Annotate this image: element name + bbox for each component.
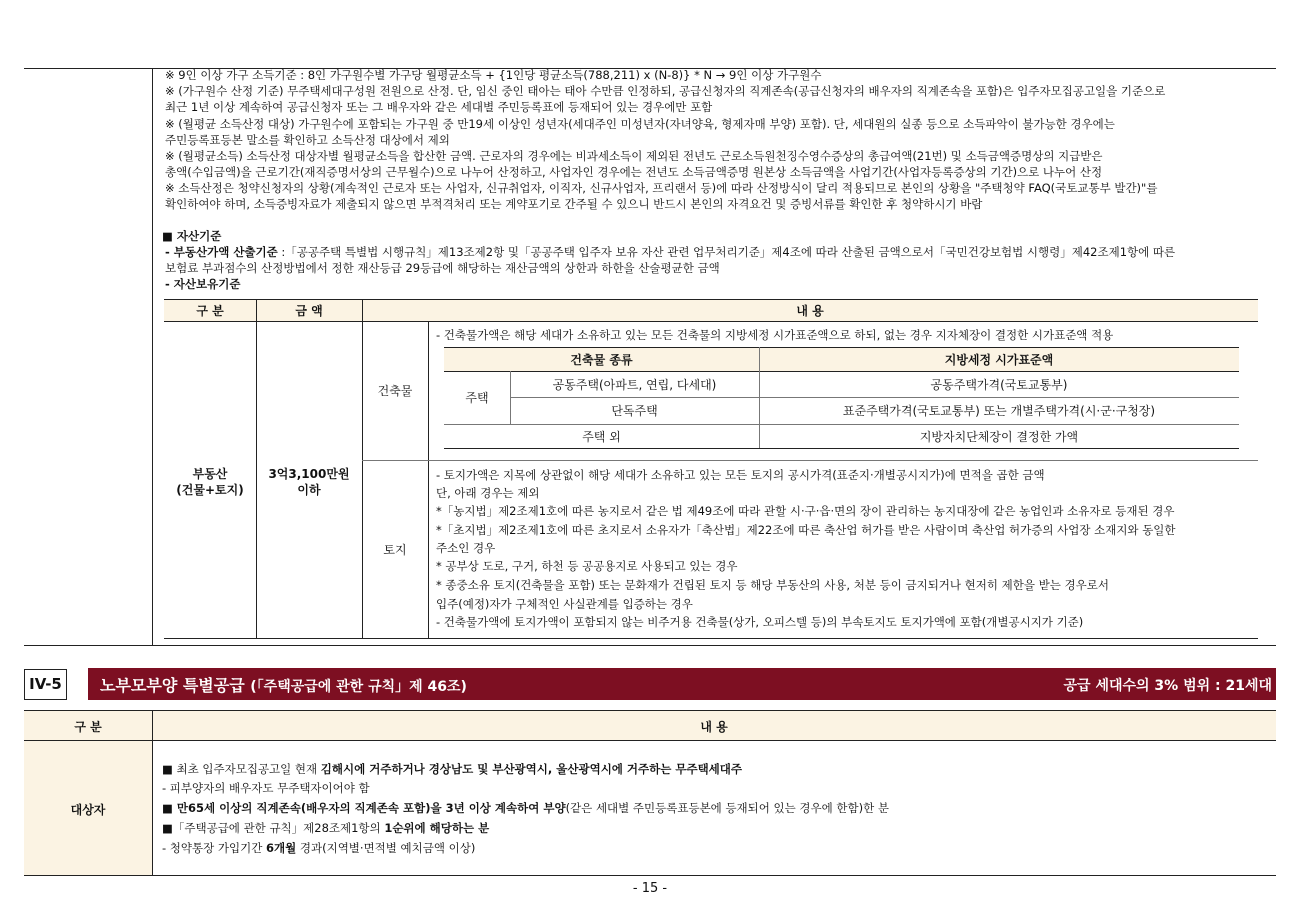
- col-content-header: 내 용: [796, 304, 824, 318]
- eligibility-line: [162, 761, 742, 777]
- amount-value: 3억3,100만원: [268, 467, 350, 481]
- building-land-divider: [362, 460, 1258, 461]
- housing-label: 주택: [465, 391, 489, 405]
- land-line: *「초지법」제2조제1호에 따른 초지로서 소유자가「축산법」제22조에 따른 축산업 허가를 받은 사람이며 축산업 허가증의 사업장 소재지와 동일한: [436, 523, 1176, 537]
- land-line: *「농지법」제2조제1호에 따른 농지로서 같은 법 제49조에 따라 관할 시·구·읍·면의 장이 관리하는 농지대장에 같은 농업인과 소유자로 등재된 경우: [436, 504, 1175, 518]
- page-number: - 15 -: [632, 881, 668, 896]
- asset-holding-label: - 자산보유기준: [165, 277, 241, 291]
- inner-table-top: [444, 347, 1239, 348]
- land-line: - 건축물가액에 토지가액이 포함되지 않는 비주거용 건축물(상가, 오피스텔 등)의 부속토지도 토지가액에 포함(개별공시지가 기준): [436, 615, 1084, 629]
- inner-header-type: 건축물 종류: [570, 353, 633, 367]
- supply-col-gubun: 구 분: [74, 720, 102, 734]
- land-line: 주소인 경우: [436, 541, 496, 555]
- eligibility-line-pre: ■「주택공급에 관한 규칙」제28조제1항의: [162, 821, 385, 835]
- eligibility-line: [162, 800, 889, 816]
- income-note: 총액(수입금액)을 근로기간(재직증명서상의 근무월수)으로 나누어 산정하고, 사업자인 경우에는 전년도 소득금액증명 원본상 소득금액을 사업기간(사업자등록증상의 기간)으로 나누어 산정: [165, 165, 1103, 179]
- income-note: 최근 1년 이상 계속하여 공급신청자 또는 그 배우자와 같은 세대별 주민등록표에 등재되어 있는 경우에만 포함: [165, 100, 713, 114]
- eligibility-line: [162, 780, 370, 796]
- land-label: 토지: [383, 543, 407, 557]
- supply-table-bottom: [24, 875, 1276, 876]
- section-title-sub: (「주택공급에 관한 규칙」제 46조): [250, 679, 467, 695]
- eligibility-line-post: (같은 세대별 주민등록표등본에 등재되어 있는 경우에 한함)한 분: [565, 801, 889, 815]
- inner-table-row-line: [510, 397, 1239, 398]
- income-note: ※ (월평균소득) 소득산정 대상자별 월평균소득을 합산한 금액. 근로자의 경우에는 비과세소득이 제외된 전년도 근로소득원천징수영수증상의 총급여액(21번) 및 소득금액증명상의 지급받은: [165, 149, 1103, 163]
- eligibility-line: [162, 840, 475, 856]
- real-estate-criteria-text: :「공공주택 특별법 시행규칙」제13조제2항 및「공공주택 입주자 보유 자산 관련 업무처리기준」제4조에 따라 산출된 금액으로서「국민건강보험법 시행령」제42조제1항에 따른: [277, 245, 1176, 259]
- eligibility-line-pre: - 피부양자의 배우자도 무주택자이어야 함: [162, 781, 370, 795]
- real-estate-criteria-text-2: 보험료 부과점수의 산정방법에서 정한 재산등급 29등급에 해당하는 재산금액의 상한과 하한을 산술평균한 금액: [165, 261, 720, 275]
- inner-row-value: 공동주택가격(국토교통부): [930, 378, 1068, 392]
- inner-table-bottom: [444, 448, 1239, 449]
- inner-row-value: 지방자치단체장이 결정한 가액: [919, 430, 1079, 444]
- row-label-real-estate-sub: (건물+토지): [176, 483, 244, 497]
- inner-table-header-bottom: [444, 371, 1239, 372]
- section-number: IV-5: [24, 669, 67, 700]
- income-note: ※ 9인 이상 가구 소득기준 : 8인 가구원수별 가구당 월평균소득 + {1인당 평균소득(788,211) x (N-8)} * N → 9인 이상 가구원수: [165, 68, 822, 82]
- section-supply-range: 공급 세대수의 3% 범위 : 21세대: [1063, 678, 1272, 694]
- eligibility-line-bold: ■ 만65세 이상의 직계존속(배우자의 직계존속 포함)을 3년 이상 계속하여 부양: [162, 801, 566, 815]
- col-amount-header: 금 액: [295, 304, 323, 318]
- real-estate-criteria: [165, 244, 1175, 260]
- asset-table-bottom: [164, 638, 1258, 639]
- eligibility-line-post: 경과(지역별·면적별 예치금액 이상): [296, 841, 476, 855]
- income-note: ※ 소득산정은 청약신청자의 상황(계속적인 근로자 또는 사업자, 신규취업자, 이직자, 신규사업자, 프리랜서 등)에 따라 산정방식이 달리 적용되므로 본인의 상황을 "주택청약 FAQ(국토교통부 발간)"를: [165, 181, 1158, 195]
- section-title: [100, 673, 467, 696]
- asset-table-col-divider: [362, 299, 363, 638]
- inner-table-row-line: [444, 424, 1239, 425]
- supply-table-header-bottom: [24, 740, 1276, 741]
- income-note: ※ (가구원수 산정 기준) 무주택세대구성원 전원으로 산정. 단, 임신 중인 태아는 태아 수만큼 인정하되, 공급신청자의 직계존속(공급신청자의 배우자의 직계존속을 포함)은 입주자모집공고일을 기준으로: [165, 84, 1166, 98]
- asset-heading: ■ 자산기준: [162, 229, 222, 243]
- col-gubun-header: 구 분: [196, 304, 224, 318]
- land-line: - 토지가액은 지목에 상관없이 해당 세대가 소유하고 있는 모든 토지의 공시가격(표준지·개별공시지가)에 면적을 곱한 금액: [436, 468, 1045, 482]
- eligibility-line-bold: 김해시에 거주하거나 경상남도 및 부산광역시, 울산광역시에 거주하는 무주택세대주: [320, 762, 743, 776]
- building-label: 건축물: [377, 384, 413, 398]
- eligibility-line-pre: - 청약통장 가입기간: [162, 841, 266, 855]
- supply-col-content: 내 용: [700, 720, 728, 734]
- inner-row-value: 표준주택가격(국토교통부) 또는 개별주택가격(시·군·구청장): [842, 404, 1156, 418]
- amount-value-suffix: 이하: [297, 483, 321, 497]
- land-line: * 공부상 도로, 구거, 하천 등 공공용지로 사용되고 있는 경우: [436, 559, 738, 573]
- supply-table-top: [24, 710, 1276, 711]
- inner-row-type: 주택 외: [582, 430, 621, 444]
- income-note: ※ (월평균 소득산정 대상) 가구원수에 포함되는 가구원 중 만19세 이상인 성년자(세대주인 미성년자(자녀양육, 형제자매 부양) 포함). 단, 세대원의 실종 등으로 소득파악이 불가능한 경우에는: [165, 117, 1115, 131]
- eligibility-line: [162, 820, 489, 836]
- upper-block-bottom-rule: [24, 645, 1276, 646]
- row-label-real-estate: 부동산: [192, 467, 228, 481]
- inner-header-value: 지방세정 시가표준액: [944, 353, 1054, 367]
- land-line: 단, 아래 경우는 제외: [436, 486, 540, 500]
- land-line: * 종중소유 토지(건축물을 포함) 또는 문화재가 건립된 토지 등 해당 부동산의 사용, 처분 등이 금지되거나 현저히 제한을 받는 경우로서: [436, 578, 1109, 592]
- eligibility-line-pre: ■ 최초 입주자모집공고일 현재: [162, 762, 321, 776]
- inner-row-type: 공동주택(아파트, 연립, 다세대): [552, 378, 717, 392]
- eligibility-line-bold: 1순위에 해당하는 분: [384, 821, 490, 835]
- section-title-main: 노부모부양 특별공급: [100, 676, 245, 695]
- land-line: 입주(예정)자가 구체적인 사실관계를 입증하는 경우: [436, 597, 693, 611]
- left-column-divider: [152, 68, 153, 646]
- real-estate-criteria-label: - 부동산가액 산출기준: [165, 245, 278, 259]
- target-label: 대상자: [70, 803, 106, 817]
- asset-table-col-divider: [428, 321, 429, 638]
- asset-table-header-bottom: [164, 321, 1258, 322]
- income-note: 확인하여야 하며, 소득증빙자료가 제출되지 않으면 부적격처리 또는 계약포기로 간주될 수 있으니 반드시 본인의 자격요건 및 증빙서류를 확인한 후 청약하시기 바람: [165, 197, 983, 211]
- asset-table-top: [164, 299, 1258, 300]
- eligibility-line-bold: 6개월: [266, 841, 297, 855]
- inner-row-type: 단독주택: [611, 404, 658, 418]
- building-description: - 건축물가액은 해당 세대가 소유하고 있는 모든 건축물의 지방세정 시가표준액으로 하되, 없는 경우 지자체장이 결정한 시가표준액 적용: [436, 328, 1114, 342]
- income-note: 주민등록표등본 말소를 확인하고 소득산정 대상에서 제외: [165, 133, 450, 147]
